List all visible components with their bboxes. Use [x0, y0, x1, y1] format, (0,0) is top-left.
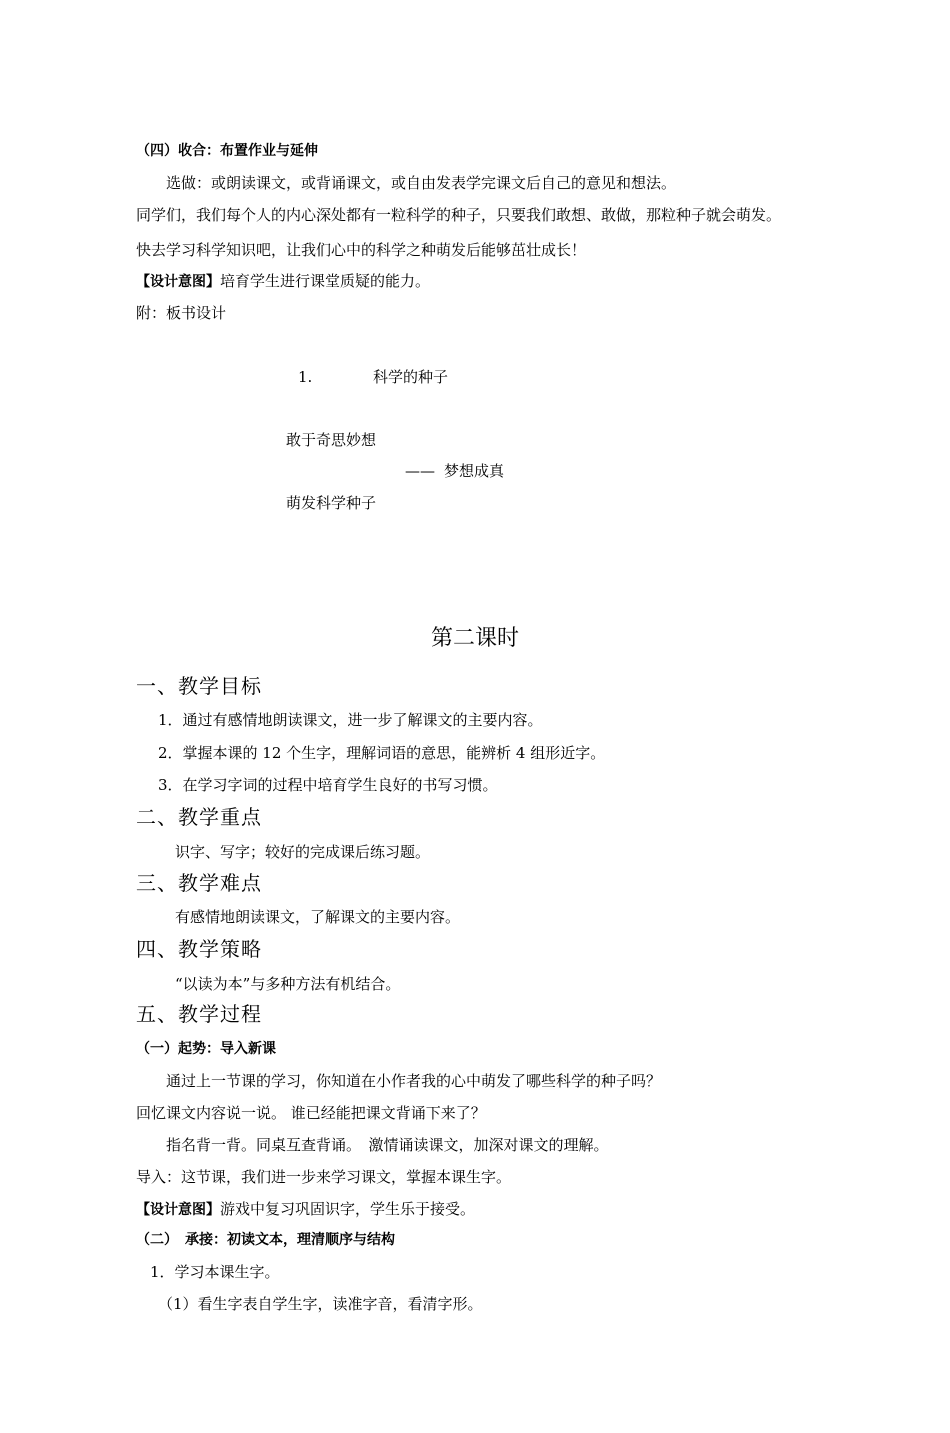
- step1-question-1: 通过上一节课的学习，你知道在小作者我的心中萌发了哪些科学的种子吗？: [166, 1072, 662, 1090]
- process-heading: 五、教学过程: [136, 1002, 262, 1026]
- board-arrow: ——: [405, 462, 435, 480]
- closing-paragraph-2: 快去学习科学知识吧，让我们心中的科学之种萌发后能够茁壮成长！: [136, 241, 587, 259]
- board-result: 梦想成真: [444, 462, 505, 480]
- board-line-2: 萌发科学种子: [286, 494, 377, 512]
- step1-intro: 导入：这节课，我们进一步来学习课文，掌握本课生字。: [136, 1168, 512, 1186]
- design-intent-part4: [136, 271, 430, 292]
- step2-sub-item-1: （1）看生字表自学生字，读准字音，看清字形。: [158, 1295, 483, 1313]
- design-intent-tag: 【设计意图】: [136, 1202, 220, 1218]
- page-title: 第二课时: [430, 626, 519, 651]
- board-number: 1.: [298, 368, 313, 386]
- goal-item-1: 1．通过有感情地朗读课文，进一步了解课文的主要内容。: [158, 711, 543, 729]
- step1-question-2: 回忆课文内容说一说。 谁已经能把课文背诵下来了？: [136, 1104, 486, 1122]
- step1-activity: 指名背一背。同桌互查背诵。 激情诵读课文，加深对课文的理解。: [166, 1136, 609, 1154]
- closing-paragraph-1: 同学们，我们每个人的内心深处都有一粒科学的种子，只要我们敢想、敢做，那粒种子就会萌发。: [136, 206, 782, 224]
- difficulties-heading: 三、教学难点: [136, 871, 262, 895]
- board-title: 科学的种子: [373, 368, 449, 386]
- difficulties-text: 有感情地朗读课文，了解课文的主要内容。: [175, 908, 461, 926]
- design-intent-text: 游戏中复习巩固识字，学生乐于接受。: [220, 1200, 476, 1218]
- step2-heading: （二） 承接：初读文本，理清顺序与结构: [136, 1232, 395, 1248]
- section-heading-part4: （四）收合：布置作业与延伸: [136, 143, 318, 159]
- appendix-label: 附：板书设计: [136, 304, 227, 322]
- design-intent-text: 培育学生进行课堂质疑的能力。: [220, 272, 431, 290]
- step1-heading: （一）起势：导入新课: [136, 1041, 276, 1057]
- key-points-heading: 二、教学重点: [136, 805, 262, 829]
- goal-item-3: 3．在学习字词的过程中培育学生良好的书写习惯。: [158, 776, 498, 794]
- board-line-1: 敢于奇思妙想: [286, 431, 377, 449]
- goals-heading: 一、教学目标: [136, 674, 262, 698]
- key-points-text: 识字、写字；较好的完成课后练习题。: [175, 843, 431, 861]
- step2-item-1: 1．学习本课生字。: [150, 1263, 280, 1281]
- design-intent-tag: 【设计意图】: [136, 274, 220, 290]
- goal-item-2: 2．掌握本课的 12 个生字，理解词语的意思，能辨析 4 组形近字。: [158, 744, 606, 762]
- homework-choice-text: 选做：或朗读课文，或背诵课文，或自由发表学完课文后自己的意见和想法。: [166, 174, 677, 192]
- design-intent-step1: [136, 1199, 475, 1220]
- strategy-heading: 四、教学策略: [136, 937, 262, 961]
- strategy-text: “以读为本”与多种方法有机结合。: [175, 975, 401, 993]
